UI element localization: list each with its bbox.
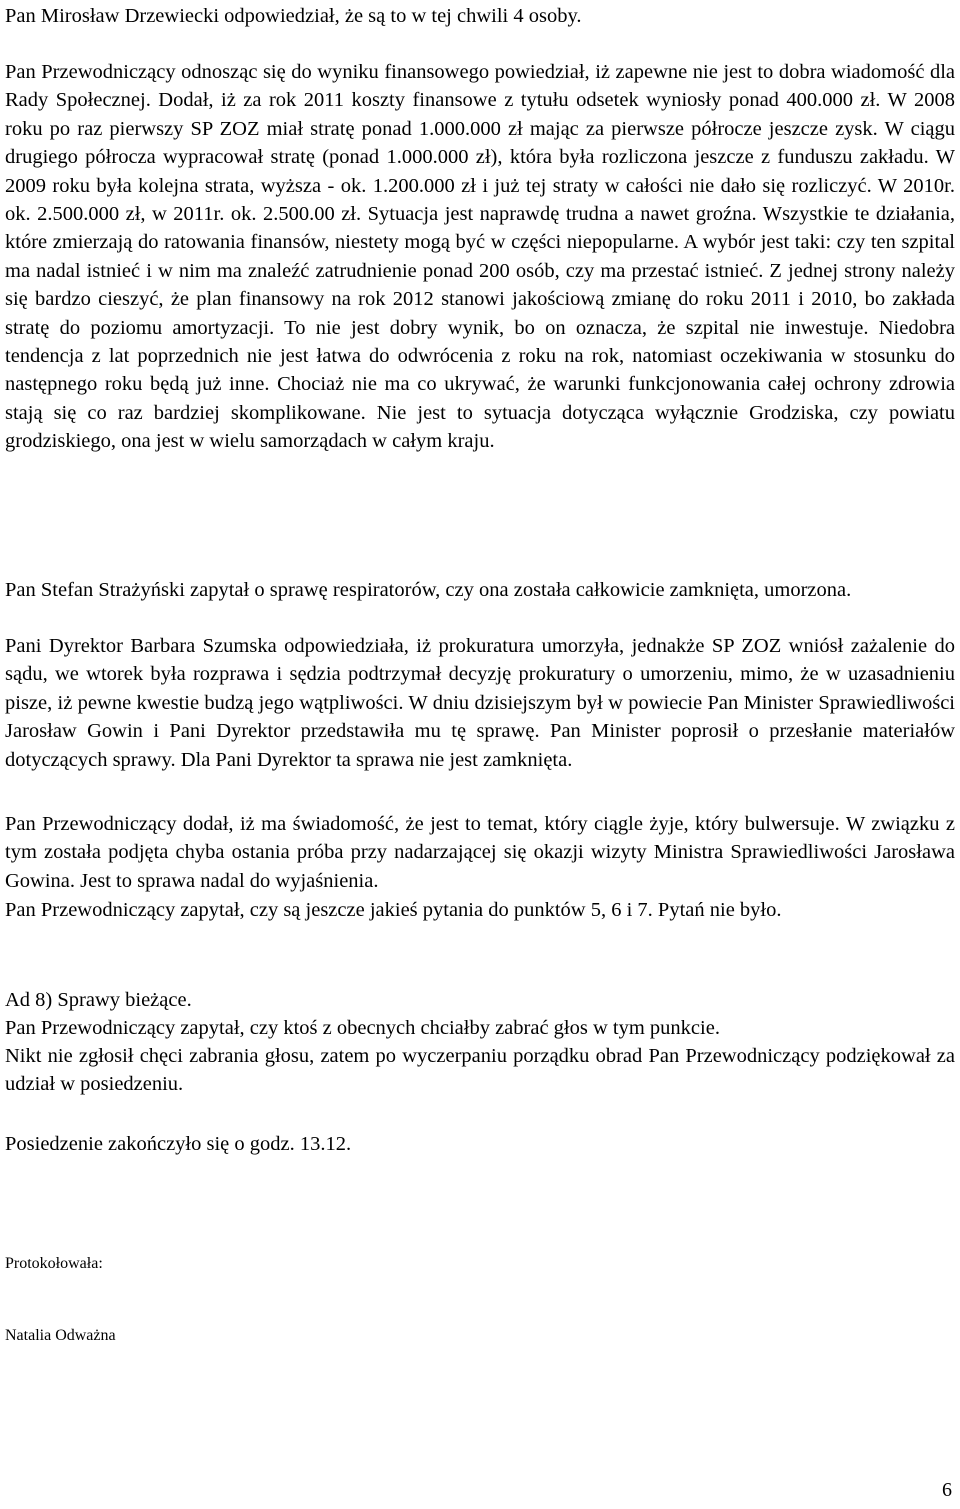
paragraph-drzewiecki-answer: Pan Mirosław Drzewiecki odpowiedział, że są to w tej chwili 4 osoby. <box>5 5 582 27</box>
paragraph-chairman-floor: Pan Przewodniczący zapytał, czy ktoś z obecnych chciałby zabrać głos w tym punkcie. <box>5 1017 720 1039</box>
page-number: 6 <box>942 1479 952 1501</box>
signature-label: Protokołowała: <box>5 1255 103 1272</box>
paragraph-strazynski-question: Pan Stefan Strażyński zapytał o sprawę respiratorów, czy ona została całkowicie zamknięta, umorzona. <box>5 579 852 601</box>
paragraph-chairman-comment: Pan Przewodniczący dodał, iż ma świadomość, że jest to temat, który ciągle żyje, który bulwersuje. W związku z tym została podjęta chyba ostania próba przy nadarzającej się okazji wizyty Ministra Sprawiedliwości Jarosława Gowina. Jest to sprawa nadal do wyjaśnienia. <box>5 813 955 892</box>
agenda-item-8: Ad 8) Sprawy bieżące. <box>5 989 192 1011</box>
paragraph-closing: Nikt nie zgłosił chęci zabrania głosu, zatem po wyczerpaniu porządku obrad Pan Przewodniczący podziękował za udział w posiedzeniu. <box>5 1045 955 1096</box>
signature-name: Natalia Odważna <box>5 1327 116 1344</box>
paragraph-chairman-questions: Pan Przewodniczący zapytał, czy są jeszcze jakieś pytania do punktów 5, 6 i 7. Pytań nie było. <box>5 899 782 921</box>
paragraph-chairman-financial-result: Pan Przewodniczący odnosząc się do wyniku finansowego powiedział, iż zapewne nie jest to dobra wiadomość dla Rady Społecznej. Dodał, iż za rok 2011 koszty finansowe z tytułu odsetek wyniosły ponad 400.000 zł. W 2008 roku po raz pierwszy SP ZOZ miał stratę ponad 1.000.000 zł mając za pierwsze półrocze jeszcze zysk. W ciągu drugiego półrocza wypracował stratę (ponad 1.000.000 zł), która była rozliczona jeszcze z funduszu zakładu. W 2009 roku była kolejna strata, wyższa - ok. 1.200.000 zł i już tej straty w całości nie dało się rozliczyć. W 2010r. ok. 2.500.000 zł, w 2011r. ok. 2.500.00 zł. Sytuacja jest naprawdę trudna a nawet groźna. Wszystkie te działania, które zmierzają do ratowania finansów, niestety mogą być w części niepopularne. A wybór jest taki: czy ten szpital ma nadal istnieć i w nim ma znaleźć zatrudnienie ponad 200 osób, czy ma przestać istnieć. Z jednej strony należy się bardzo cieszyć, że plan finansowy na rok 2012 stanowi jakościową zmianę do roku 2011 i 2010, bo zakłada stratę do poziomu amortyzacji. To nie jest dobry wynik, bo on oznacza, że szpital nie inwestuje. Niedobra tendencja z lat poprzednich nie jest łatwa do odwrócenia z roku na rok, natomiast oczekiwania w stosunku do następnego roku będą już inne. Chociaż nie ma co ukrywać, że warunki funkcjonowania całej ochrony zdrowia stają się co raz bardziej skomplikowane. Nie jest to sytuacja dotycząca wyłącznie Grodziska, czy powiatu grodziskiego, ona jest w wielu samorządach w całym kraju. <box>5 61 955 453</box>
paragraph-director-answer: Pani Dyrektor Barbara Szumska odpowiedziała, iż prokuratura umorzyła, jednakże SP ZOZ wniósł zażalenie do sądu, we wtorek była rozprawa i sędzia podtrzymał decyzję prokuratury o umorzeniu, mimo, że w uzasadnieniu pisze, iż pewne kwestie budzą jego wątpliwości. W dniu dzisiejszym był w powiecie Pan Minister Sprawiedliwości Jarosław Gowin i Pani Dyrektor przedstawiła mu tę sprawę. Pan Minister poprosił o przesłanie materiałów dotyczących sprawy. Dla Pani Dyrektor ta sprawa nie jest zamknięta. <box>5 635 955 771</box>
paragraph-meeting-end: Posiedzenie zakończyło się o godz. 13.12. <box>5 1133 352 1155</box>
